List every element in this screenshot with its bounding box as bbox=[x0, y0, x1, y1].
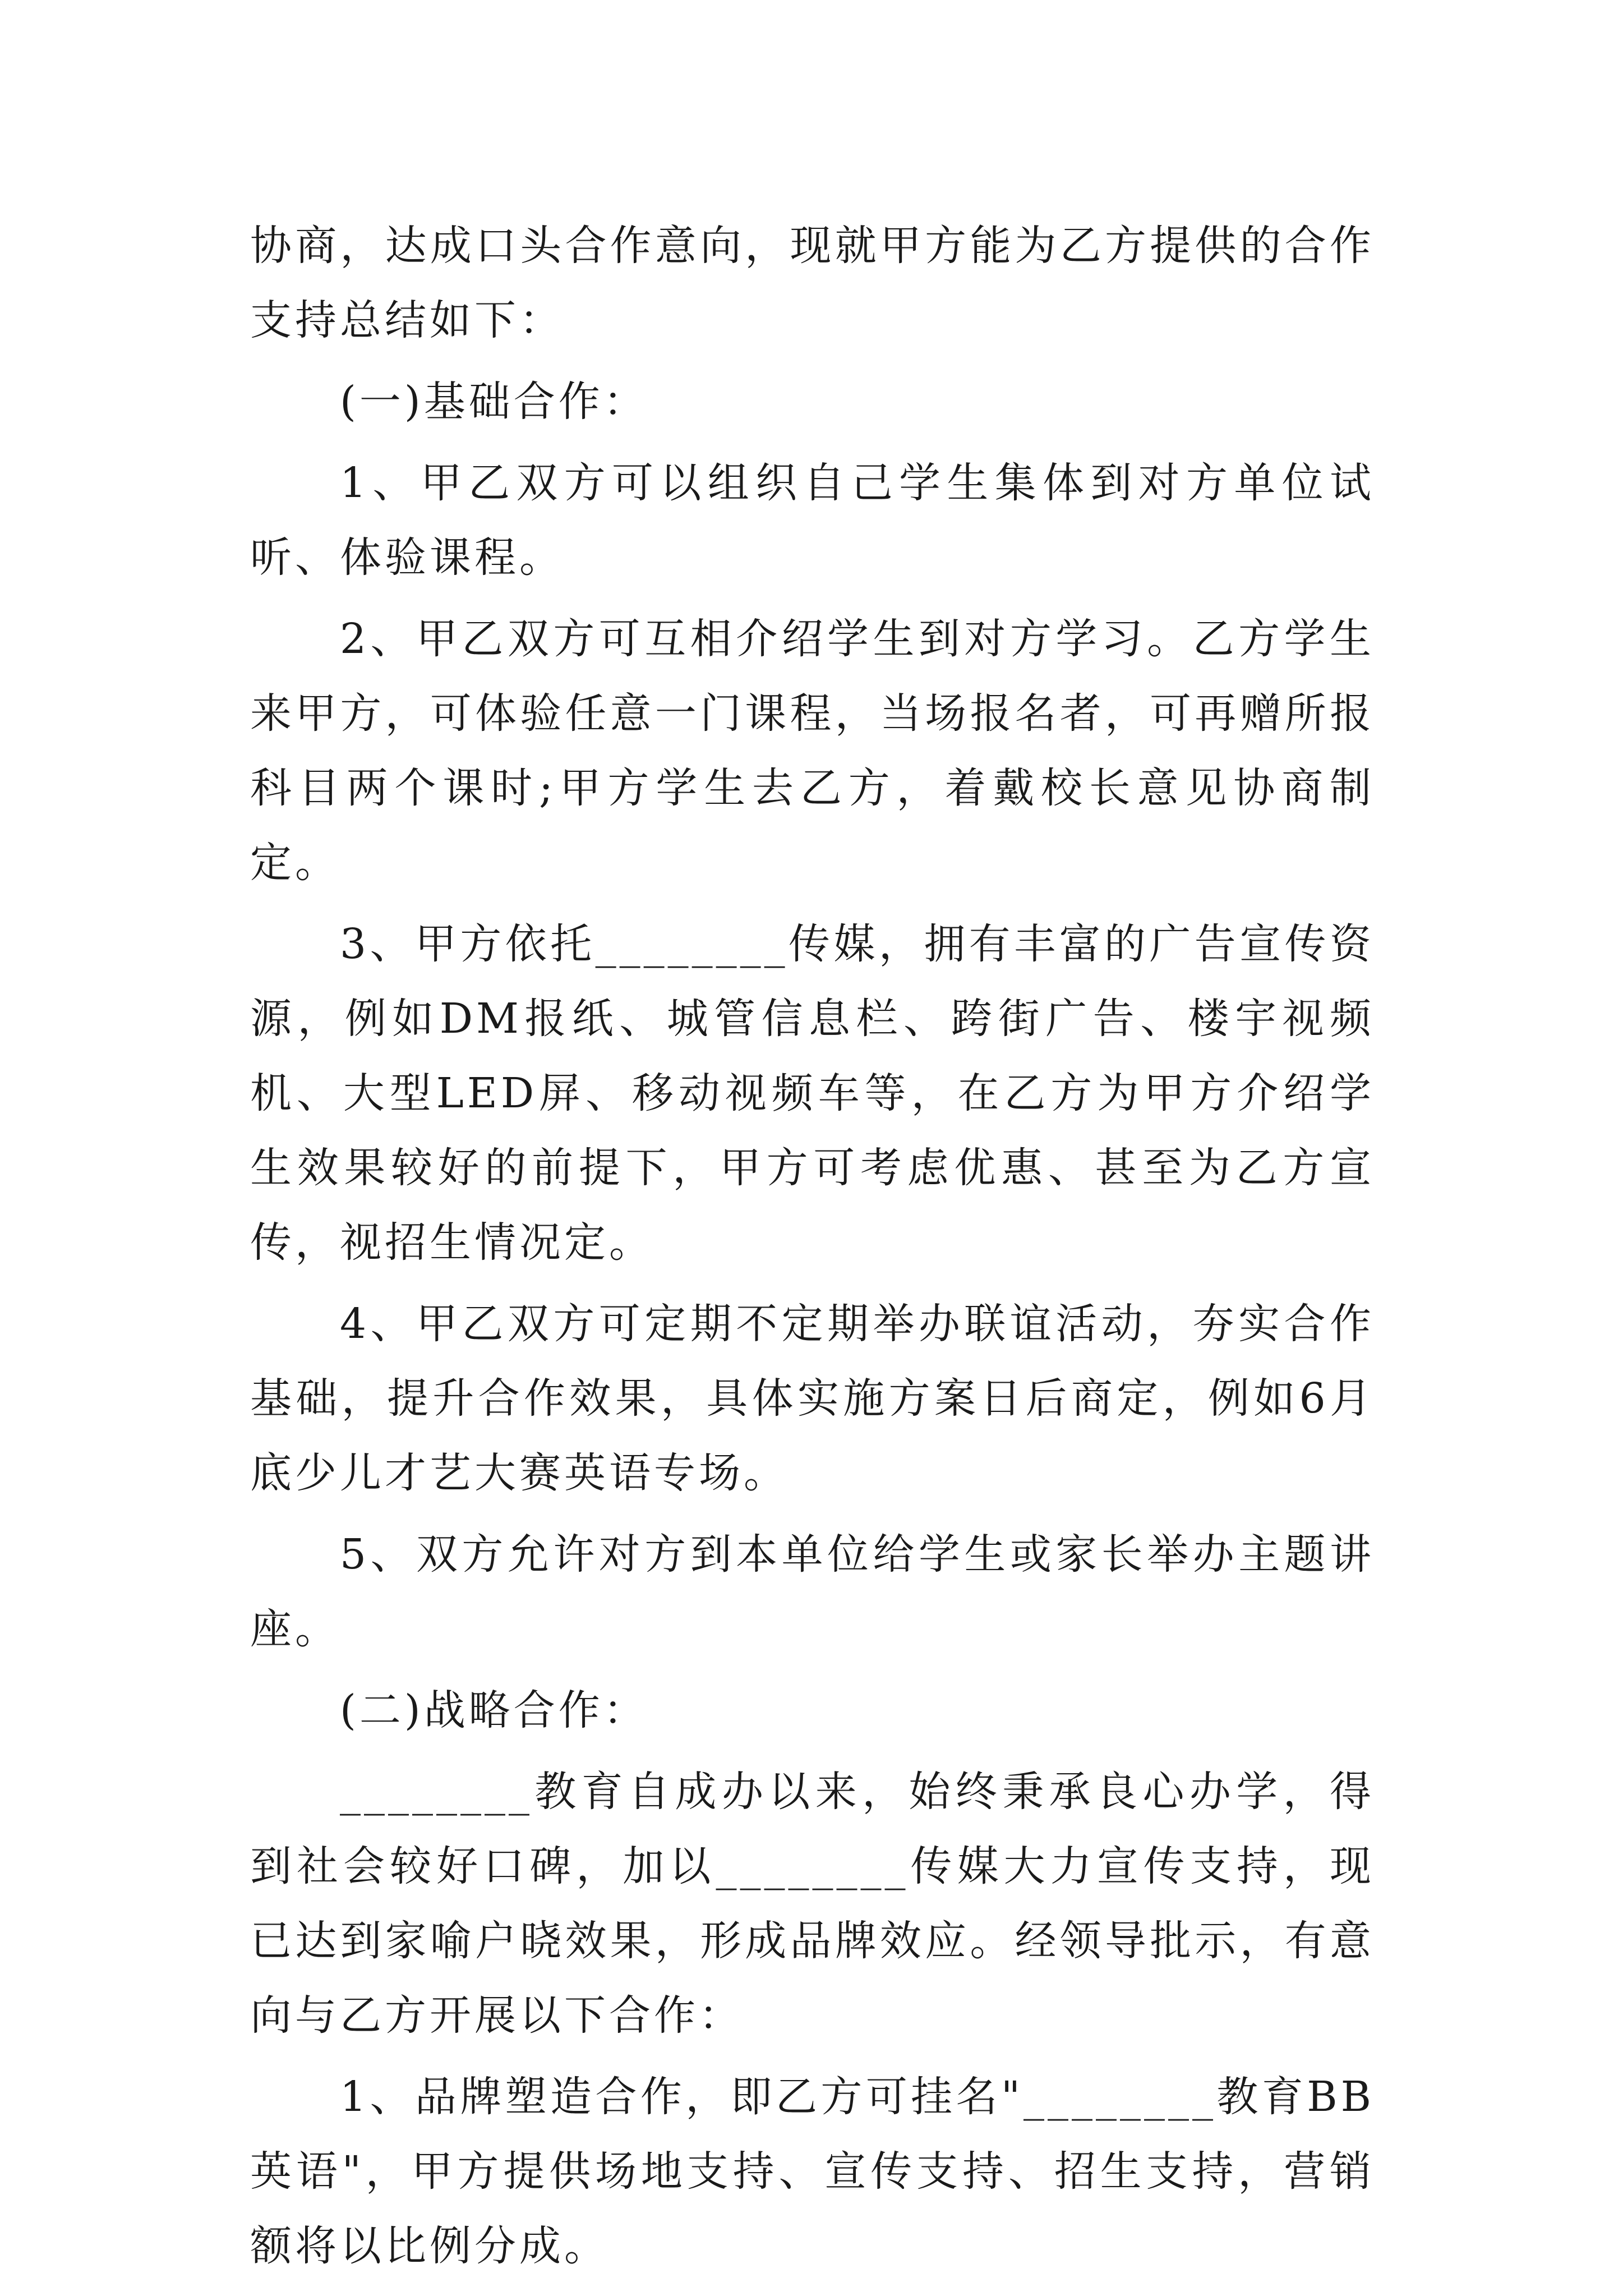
paragraph-item-2: 2、甲乙双方可互相介绍学生到对方学习。乙方学生来甲方，可体验任意一门课程，当场报名者，可再赠所报科目两个课时;甲方学生去乙方，着戴校长意见协商制定。 bbox=[250, 615, 1375, 887]
section-heading-strategic-cooperation: (二)战略合作： bbox=[340, 1686, 648, 1734]
section-heading-basic-cooperation: (一)基础合作： bbox=[340, 378, 648, 426]
paragraph-strategic-item-1: 1、品牌塑造合作，即乙方可挂名"________教育BB英语"，甲方提供场地支持、宣传支持、招生支持，营销额将以比例分成。 bbox=[250, 2073, 1375, 2270]
paragraph-item-4: 4、甲乙双方可定期不定期举办联谊活动，夯实合作基础，提升合作效果，具体实施方案日后商定，例如6月底少儿才艺大赛英语专场。 bbox=[250, 1300, 1375, 1497]
paragraph-item-1: 1、甲乙双方可以组织自己学生集体到对方单位试听、体验课程。 bbox=[250, 459, 1375, 582]
paragraph-item-5: 5、双方允许对方到本单位给学生或家长举办主题讲座。 bbox=[250, 1530, 1375, 1653]
paragraph-item-3: 3、甲方依托________传媒，拥有丰富的广告宣传资源，例如DM报纸、城管信息栏、跨街广告、楼宇视频机、大型LED屏、移动视频车等，在乙方为甲方介绍学生效果较好的前提下，甲方可考虑优惠、甚至为乙方宣传，视招生情况定。 bbox=[250, 920, 1375, 1267]
paragraph-strategic-intro: ________教育自成办以来，始终秉承良心办学，得到社会较好口碑，加以________传媒大力宣传支持，现已达到家喻户晓效果，形成品牌效应。经领导批示，有意向与乙方开展以下合作： bbox=[250, 1768, 1375, 2040]
document-body bbox=[250, 209, 1375, 2290]
paragraph-intro: 协商，达成口头合作意向，现就甲方能为乙方提供的合作支持总结如下： bbox=[250, 222, 1375, 344]
